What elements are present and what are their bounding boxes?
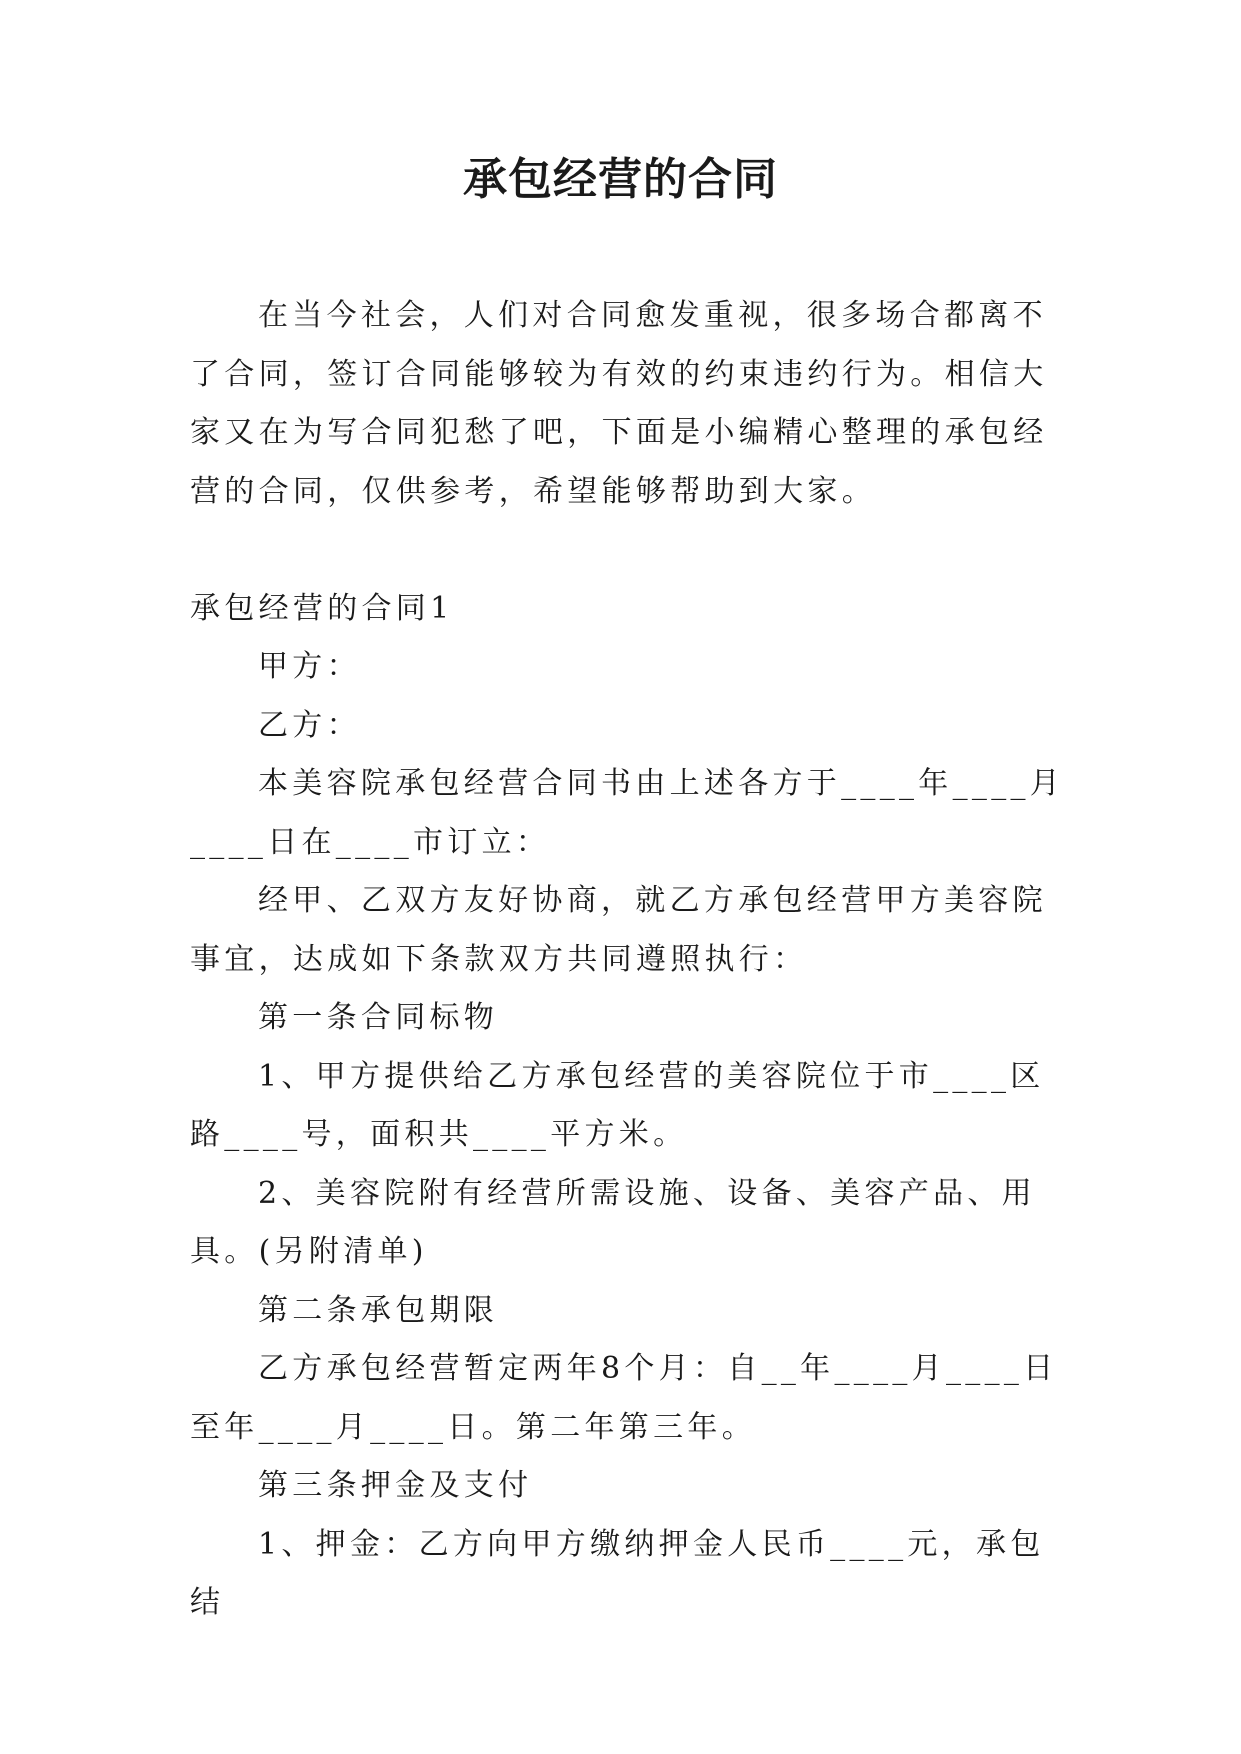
negotiation-paragraph: 经甲、乙双方友好协商，就乙方承包经营甲方美容院事宜，达成如下条款双方共同遵照执行： — [190, 883, 1047, 977]
article-3-clause-1: 1、押金：乙方向甲方缴纳押金人民币____元，承包结 — [190, 1526, 1045, 1620]
document-body — [190, 287, 1070, 1633]
article-2-heading: 第二条承包期限 — [258, 1292, 499, 1328]
article-1-clause-2: 2、美容院附有经营所需设施、设备、美容产品、用具。(另附清单) — [190, 1175, 1036, 1269]
intro-paragraph: 在当今社会，人们对合同愈发重视，很多场合都离不了合同，签订合同能够较为有效的约束违约行为。相信大家又在为写合同犯愁了吧，下面是小编精心整理的承包经营的合同，仅供参考，希望能够帮助到大家。 — [190, 298, 1048, 509]
party-b-line: 乙方： — [258, 707, 361, 743]
document-title: 承包经营的合同 — [463, 154, 778, 205]
article-1-heading: 第一条合同标物 — [258, 1000, 499, 1035]
article-1-clause-1: 1、甲方提供给乙方承包经营的美容院位于市____区路____号，面积共____平方米。 — [190, 1058, 1045, 1152]
article-2-term-paragraph: 乙方承包经营暂定两年8个月：自__年____月____日至年____月____日。第二年第三年。 — [190, 1351, 1058, 1445]
contract-date-paragraph: 本美容院承包经营合同书由上述各方于____年____月____日在____市订立： — [190, 766, 1065, 860]
party-a-line: 甲方： — [258, 649, 361, 684]
section-heading-contract-1: 承包经营的合同1 — [190, 590, 454, 626]
article-3-heading: 第三条押金及支付 — [258, 1468, 533, 1503]
